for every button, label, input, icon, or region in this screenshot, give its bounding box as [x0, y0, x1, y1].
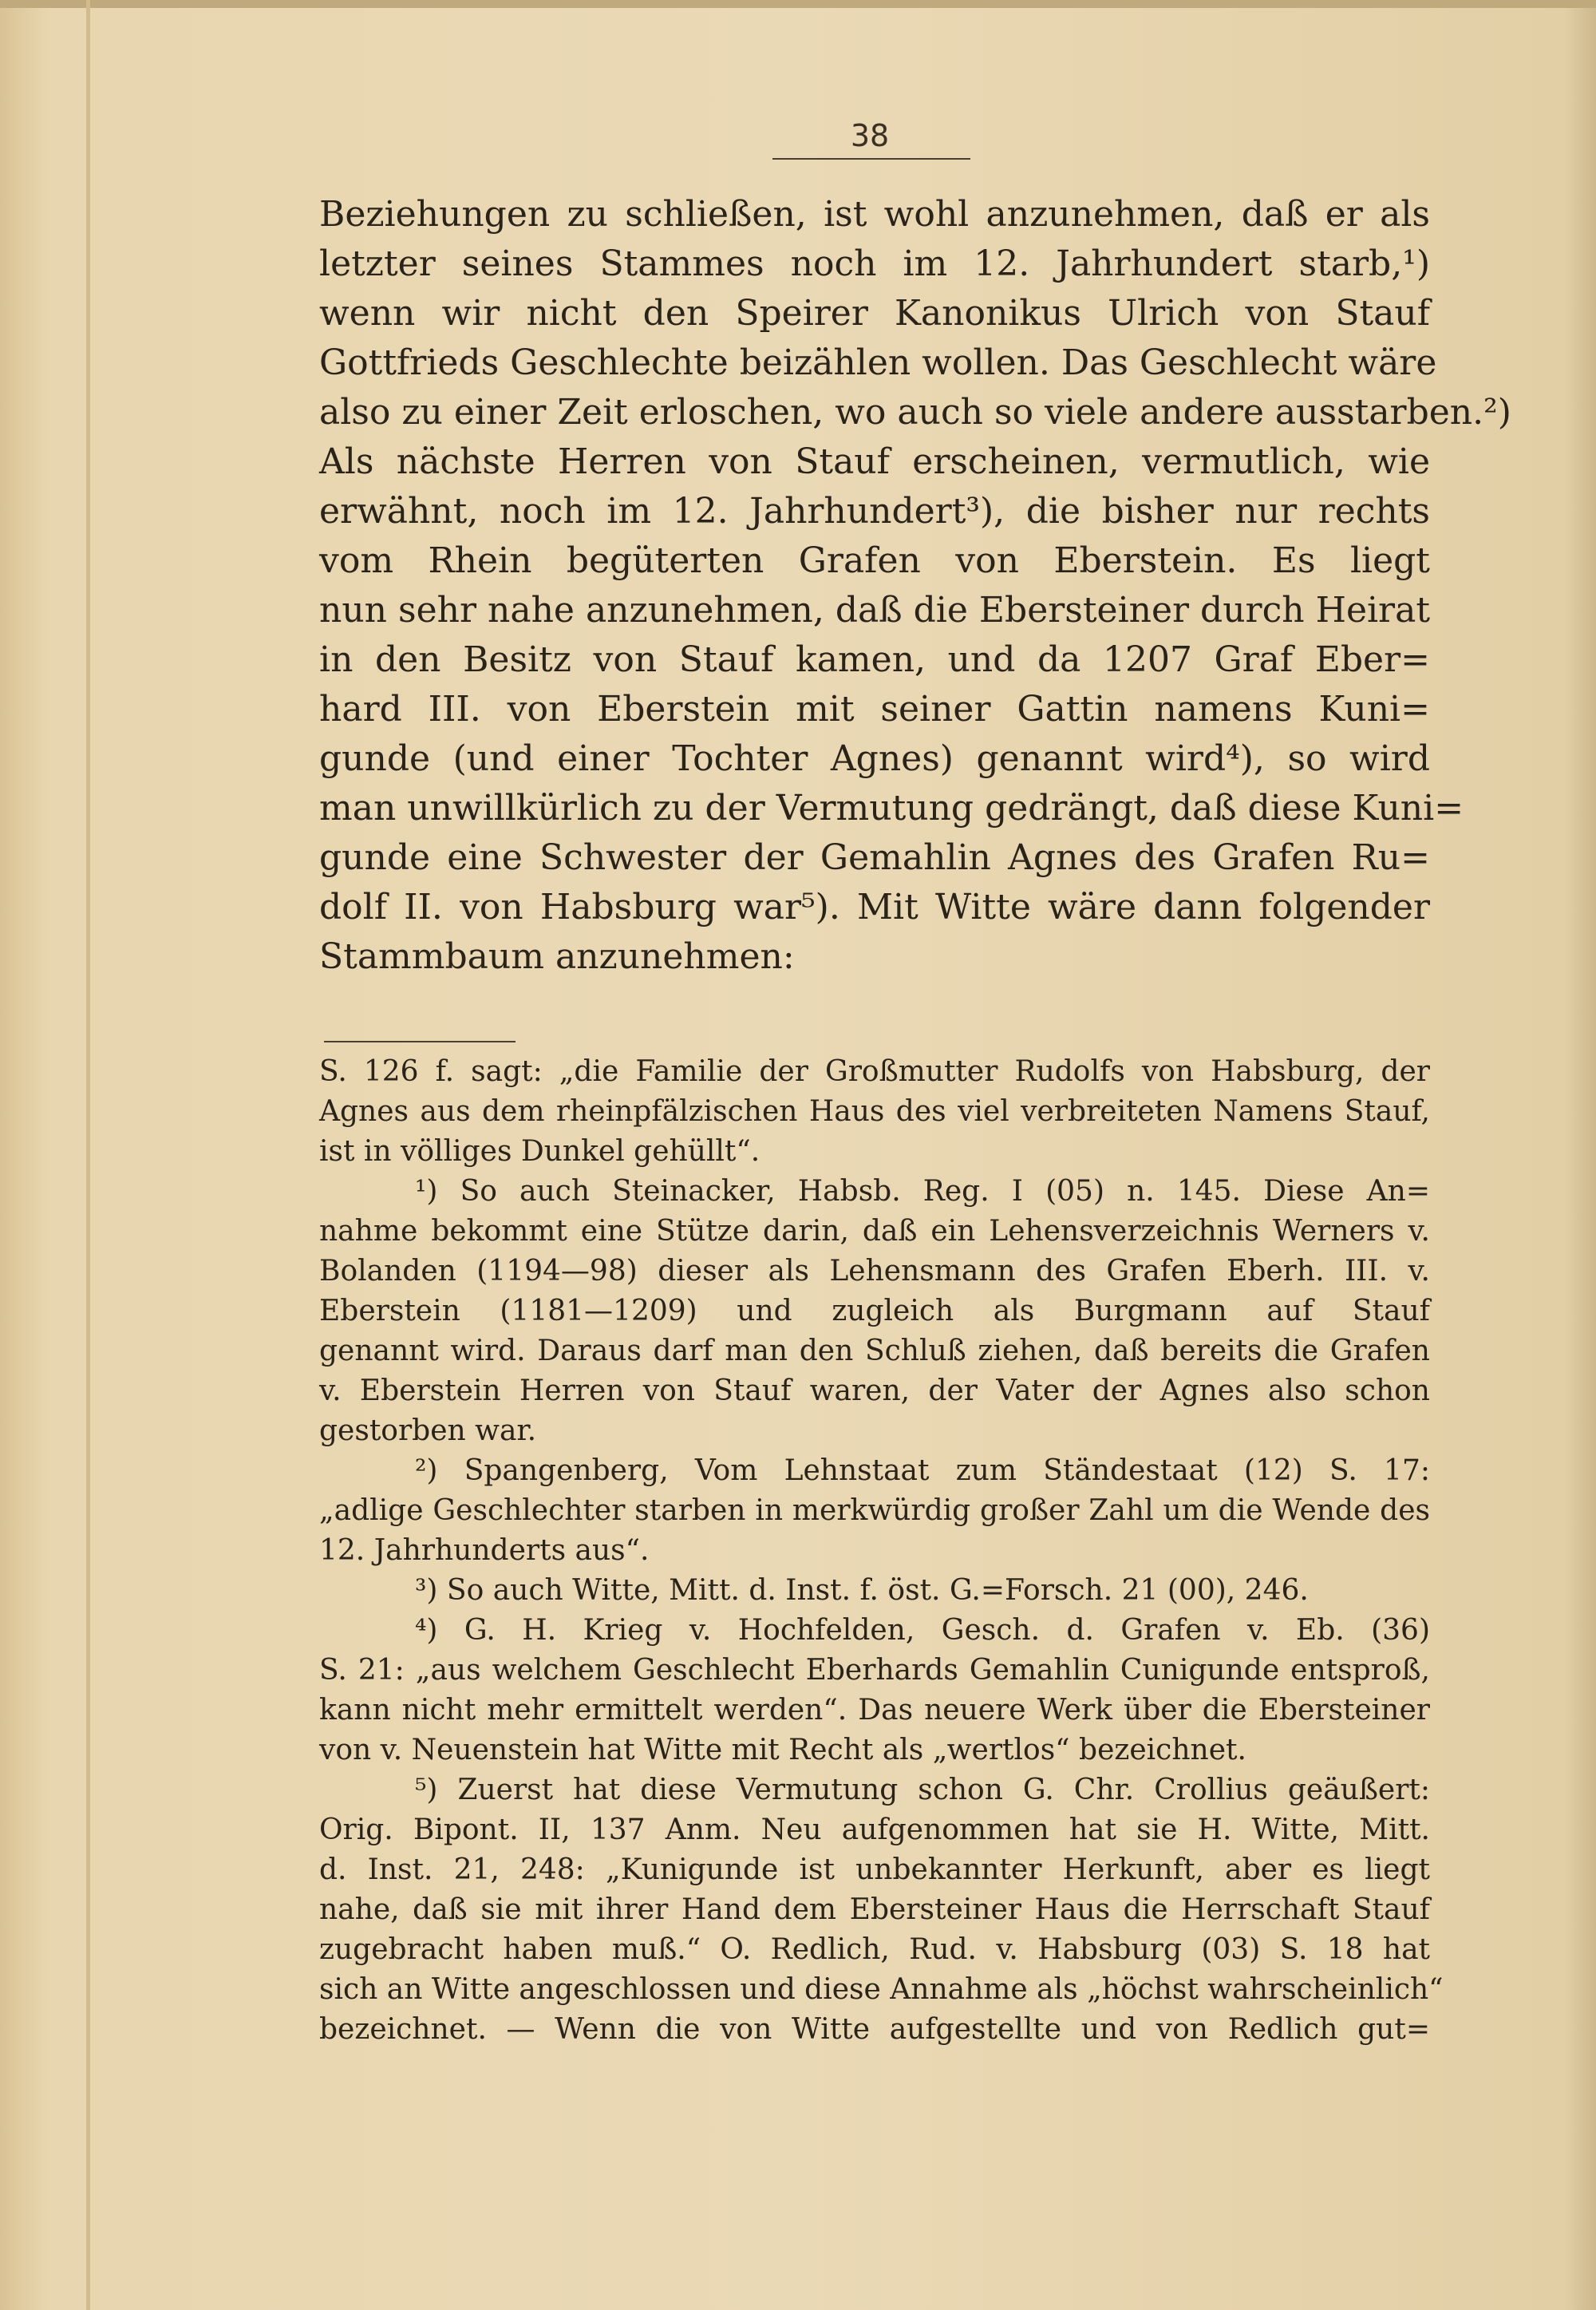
text-line: erwähnt, noch im 12. Jahrhundert³), die bisher nur rechts [319, 491, 1430, 532]
page-top-edge [0, 0, 1596, 8]
footnote-line: ist in völliges Dunkel gehüllt“. [319, 1135, 760, 1168]
footnote-rule [324, 1041, 516, 1042]
header-rule [772, 158, 970, 160]
footnote-line: ¹) So auch Steinacker, Habsb. Reg. I (05) n. 145. Diese An= [415, 1175, 1430, 1208]
text-line: Gottfrieds Geschlechte beizählen wollen. Das Geschlecht wäre [319, 342, 1437, 383]
footnote-line: Eberstein (1181—1209) und zugleich als Burgmann auf Stauf [319, 1295, 1430, 1327]
text-line: Beziehungen zu schließen, ist wohl anzunehmen, daß er als [319, 194, 1430, 235]
text-line: dolf II. von Habsburg war⁵). Mit Witte wäre dann folgender [319, 887, 1430, 928]
text-line: wenn wir nicht den Speirer Kanonikus Ulrich von Stauf [319, 293, 1430, 334]
text-line: Stammbaum anzunehmen: [319, 936, 795, 977]
footnote-line: gestorben war. [319, 1414, 537, 1447]
main-text-block [319, 190, 1511, 982]
footnote-line: „adlige Geschlechter starben in merkwürdig großer Zahl um die Wende des [319, 1494, 1430, 1527]
footnote-line: bezeichnet. — Wenn die von Witte aufgestellte und von Redlich gut= [319, 2013, 1430, 2046]
footnote-line: zugebracht haben muß.“ O. Redlich, Rud. v. Habsburg (03) S. 18 hat [319, 1933, 1430, 1966]
text-line: vom Rhein begüterten Grafen von Eberstein. Es liegt [319, 540, 1430, 581]
footnote-line: kann nicht mehr ermittelt werden“. Das neuere Werk über die Ebersteiner [319, 1694, 1430, 1727]
text-line: in den Besitz von Stauf kamen, und da 1207 Graf Eber= [319, 639, 1430, 680]
footnote-line: ⁵) Zuerst hat diese Vermutung schon G. Chr. Crollius geäußert: [415, 1774, 1430, 1806]
footnote-line: Orig. Bipont. II, 137 Anm. Neu aufgenommen hat sie H. Witte, Mitt. [319, 1814, 1430, 1846]
footnotes-block [319, 1052, 1444, 2050]
text-line: nun sehr nahe anzunehmen, daß die Ebersteiner durch Heirat [319, 590, 1430, 631]
footnote-line: genannt wird. Daraus darf man den Schluß ziehen, daß bereits die Grafen [319, 1335, 1430, 1367]
footnote-line: S. 21: „aus welchem Geschlecht Eberhards Gemahlin Cunigunde entsproß, [319, 1654, 1430, 1687]
footnote-line: ³) So auch Witte, Mitt. d. Inst. f. öst. G.=Forsch. 21 (00), 246. [415, 1574, 1309, 1607]
footnote-line: Agnes aus dem rheinpfälzischen Haus des viel verbreiteten Namens Stauf, [319, 1095, 1430, 1128]
text-line: hard III. von Eberstein mit seiner Gattin namens Kuni= [319, 689, 1430, 730]
text-line: also zu einer Zeit erloschen, wo auch so viele andere ausstarben.²) [319, 392, 1511, 433]
footnote-line: nahe, daß sie mit ihrer Hand dem Ebersteiner Haus die Herrschaft Stauf [319, 1893, 1430, 1926]
text-line: man unwillkürlich zu der Vermutung gedrängt, daß diese Kuni= [319, 788, 1464, 829]
footnote-line: ²) Spangenberg, Vom Lehnstaat zum Ständestaat (12) S. 17: [415, 1454, 1430, 1487]
footnote-line: S. 126 f. sagt: „die Familie der Großmutter Rudolfs von Habsburg, der [319, 1055, 1430, 1088]
footnote-line: von v. Neuenstein hat Witte mit Recht als „wertlos“ bezeichnet. [319, 1734, 1246, 1766]
footnote-line: v. Eberstein Herren von Stauf waren, der Vater der Agnes also schon [319, 1375, 1430, 1407]
page-number: 38 [850, 118, 890, 153]
text-line: letzter seines Stammes noch im 12. Jahrhundert starb,¹) [319, 243, 1430, 284]
page-gutter-line [86, 0, 90, 2310]
text-line: gunde (und einer Tochter Agnes) genannt wird⁴), so wird [319, 738, 1430, 779]
footnote-line: d. Inst. 21, 248: „Kunigunde ist unbekannter Herkunft, aber es liegt [319, 1853, 1430, 1886]
text-line: gunde eine Schwester der Gemahlin Agnes des Grafen Ru= [319, 837, 1430, 878]
footnote-line: Bolanden (1194—98) dieser als Lehensmann des Grafen Eberh. III. v. [319, 1255, 1430, 1288]
footnote-line: sich an Witte angeschlossen und diese Annahme als „höchst wahrscheinlich“ [319, 1973, 1444, 2006]
footnote-line: nahme bekommt eine Stütze darin, daß ein Lehensverzeichnis Werners v. [319, 1215, 1430, 1248]
footnote-line: 12. Jahrhunderts aus“. [319, 1534, 650, 1567]
text-line: Als nächste Herren von Stauf erscheinen, vermutlich, wie [319, 441, 1430, 482]
footnote-line: ⁴) G. H. Krieg v. Hochfelden, Gesch. d. Grafen v. Eb. (36) [415, 1614, 1430, 1647]
